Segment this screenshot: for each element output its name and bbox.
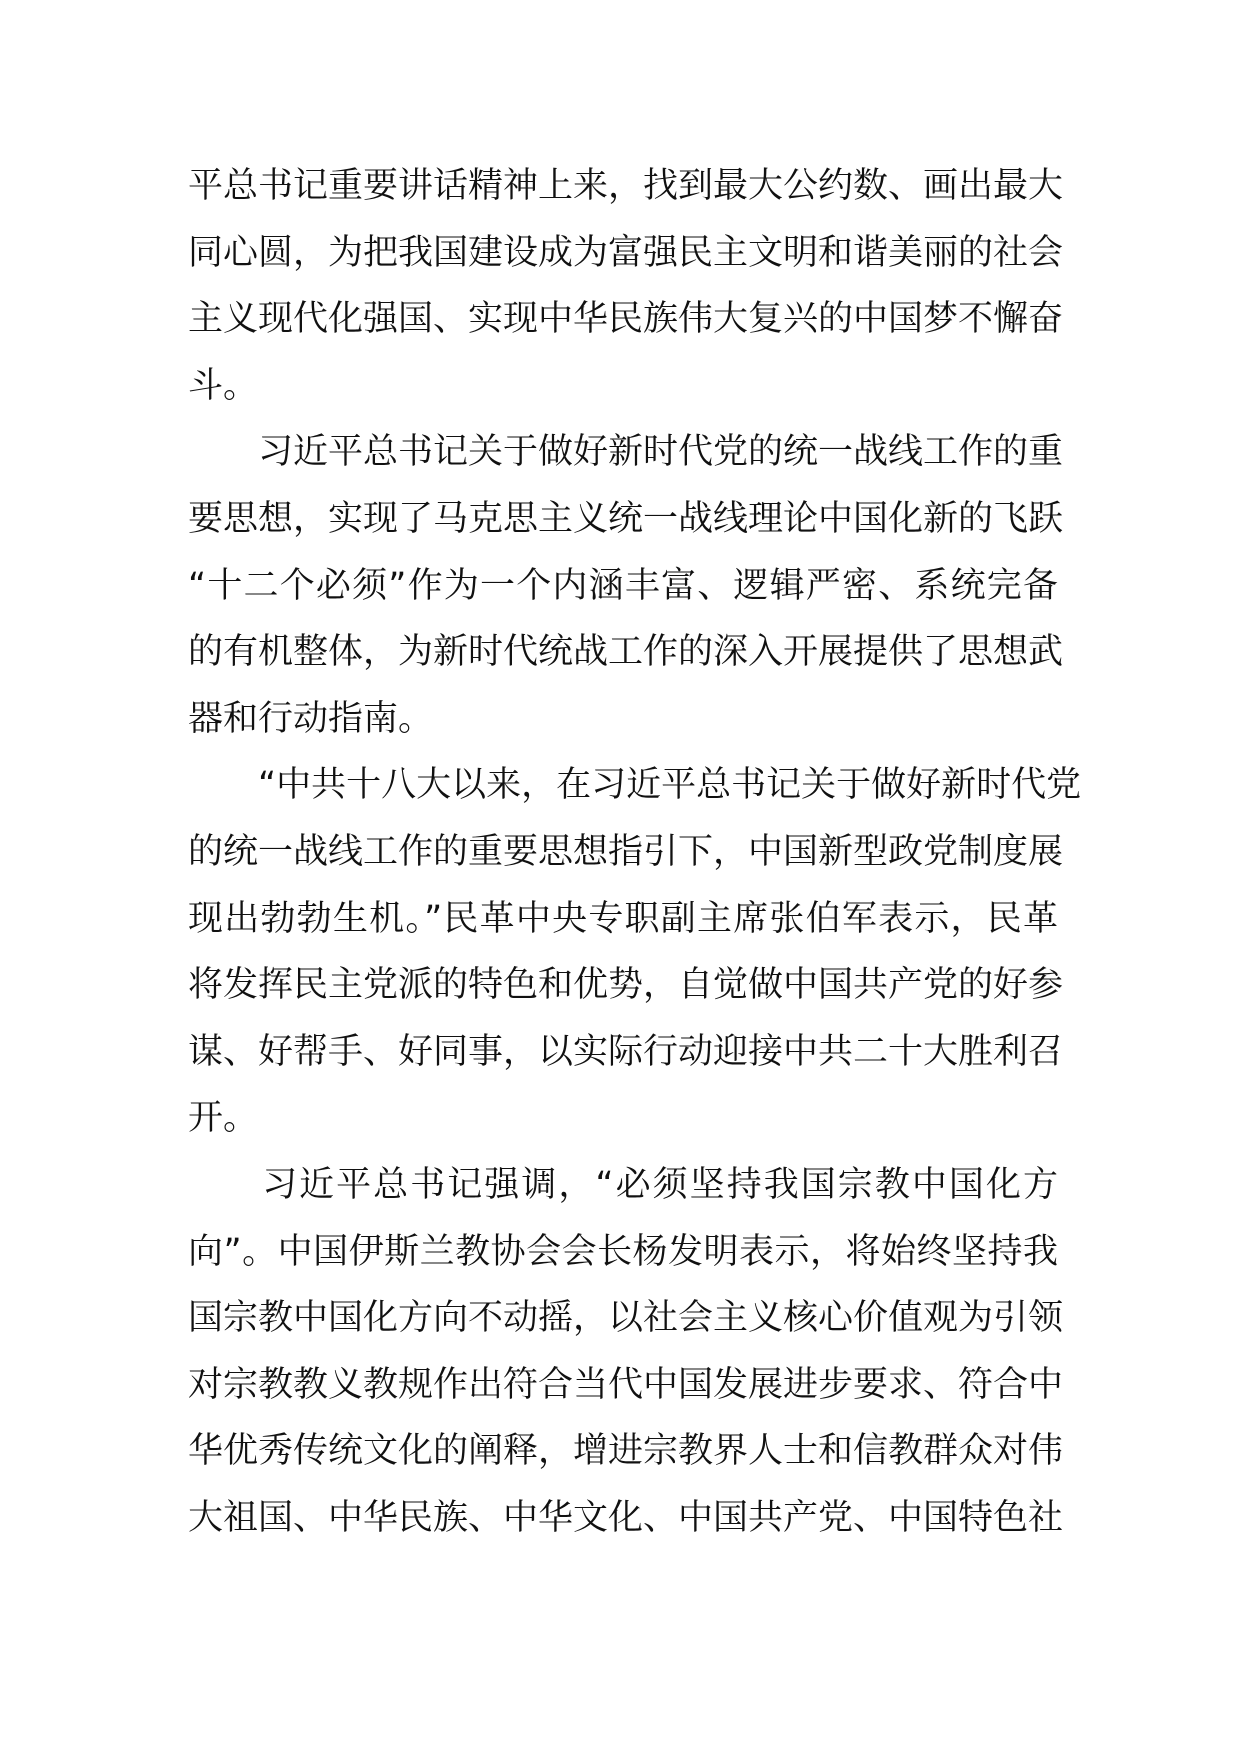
text-line: “十二个必须”作为一个内涵丰富、逻辑严密、系统完备 bbox=[188, 565, 1058, 606]
text-line: 谋、好帮手、好同事，以实际行动迎接中共二十大胜利召 bbox=[188, 1031, 1064, 1072]
text-line: 的有机整体，为新时代统战工作的深入开展提供了思想武 bbox=[188, 632, 1064, 673]
text-line: 要思想，实现了马克思主义统一战线理论中国化新的飞跃 bbox=[188, 498, 1064, 539]
text-line: 华优秀传统文化的阐释，增进宗教界人士和信教群众对伟 bbox=[188, 1431, 1064, 1472]
text-line: 对宗教教义教规作出符合当代中国发展进步要求、符合中 bbox=[188, 1364, 1064, 1405]
document-body bbox=[188, 153, 1082, 1551]
text-line: “中共十八大以来，在习近平总书记关于做好新时代党 bbox=[188, 765, 1082, 806]
text-line: 开。 bbox=[188, 1098, 259, 1139]
text-line: 向”。中国伊斯兰教协会会长杨发明表示，将始终坚持我 bbox=[188, 1231, 1058, 1272]
text-line: 的统一战线工作的重要思想指引下，中国新型政党制度展 bbox=[188, 831, 1064, 872]
paragraph-1 bbox=[188, 153, 1064, 419]
paragraph-4 bbox=[188, 1152, 1064, 1552]
text-line: 斗。 bbox=[188, 365, 259, 406]
text-line: 大祖国、中华民族、中华文化、中国共产党、中国特色社 bbox=[188, 1497, 1064, 1538]
text-line: 平总书记重要讲话精神上来，找到最大公约数、画出最大 bbox=[188, 166, 1064, 206]
text-line: 将发挥民主党派的特色和优势，自觉做中国共产党的好参 bbox=[188, 965, 1064, 1006]
text-line: 主义现代化强国、实现中华民族伟大复兴的中国梦不懈奋 bbox=[188, 299, 1064, 340]
text-line: 习近平总书记强调，“必须坚持我国宗教中国化方 bbox=[188, 1164, 1058, 1205]
text-line: 器和行动指南。 bbox=[188, 698, 434, 739]
paragraph-3 bbox=[188, 752, 1082, 1152]
text-line: 同心圆，为把我国建设成为富强民主文明和谐美丽的社会 bbox=[188, 232, 1064, 273]
text-line: 习近平总书记关于做好新时代党的统一战线工作的重 bbox=[188, 432, 1064, 473]
text-line: 现出勃勃生机。”民革中央专职副主席张伯军表示，民革 bbox=[188, 898, 1058, 939]
paragraph-2 bbox=[188, 419, 1064, 752]
text-line: 国宗教中国化方向不动摇，以社会主义核心价值观为引领 bbox=[188, 1298, 1064, 1339]
